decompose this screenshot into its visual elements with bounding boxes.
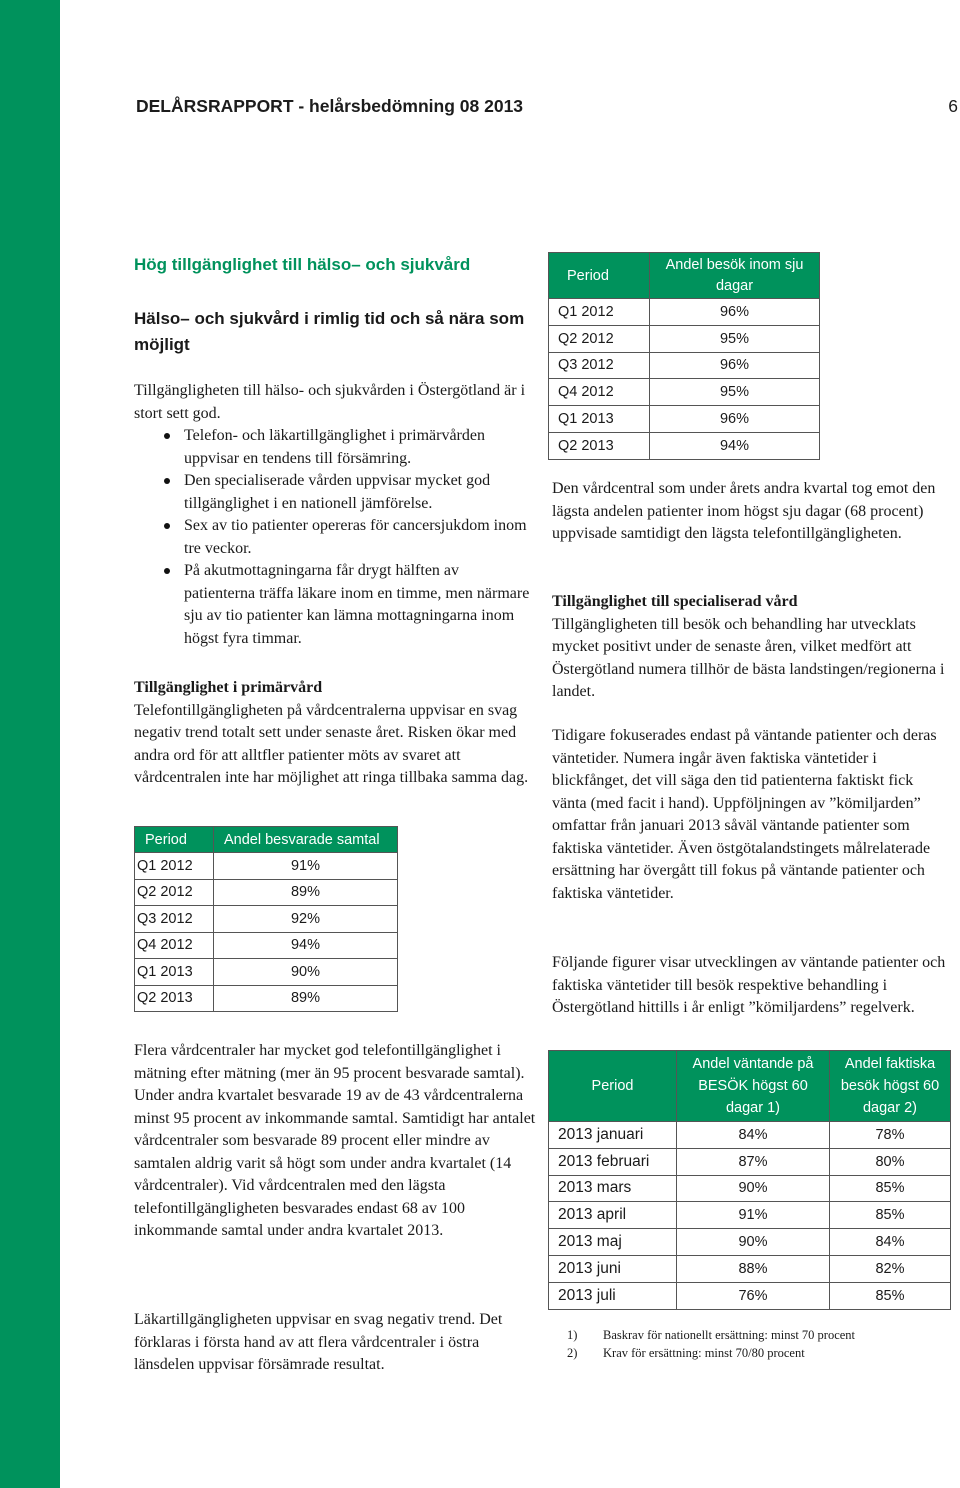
bullet-item: Den specialiserade vården uppvisar mycket god tillgänglighet i en nationell jämförelse. — [134, 470, 534, 515]
table-row: Q2 2012 89% — [135, 879, 398, 906]
right-para-3: Följande figurer visar utvecklingen av väntande patienter och faktiska väntetider till besök respektive behandling i Östergötland hittills i år enligt ”kömiljardens” regelverk. — [552, 954, 946, 1016]
right-para-1: Den vårdcentral som under årets andra kvartal tog emot den lägsta andelen patienter inom högst sju dagar (68 procent) uppvisade samtidigt den lägsta telefontillgängligheten. — [552, 480, 936, 542]
bullet-item: Telefon- och läkartillgänglighet i primärvården uppvisar en tendens till försämring. — [134, 425, 534, 470]
table-row: Q4 2012 95% — [549, 379, 820, 406]
specialist-care-section — [552, 591, 950, 704]
page-number: 6 — [948, 96, 958, 116]
table-row: 2013 maj 90% 84% — [549, 1229, 951, 1256]
table-header-period: Period — [549, 253, 650, 299]
footnote-1: 1) Baskrav för nationellt ersättning: minst 70 procent — [567, 1328, 856, 1342]
left-para-last: Läkartillgängligheten uppvisar en svag negativ trend. Det förklaras i första hand av att flera vårdcentraler i östra länsdelen uppvisar försämrade resultat. — [134, 1311, 503, 1373]
waiting-table — [548, 1050, 951, 1310]
table-row: 2013 mars 90% 85% — [549, 1175, 951, 1202]
table-row: Q2 2013 89% — [135, 985, 398, 1012]
table-row: Q2 2013 94% — [549, 432, 820, 459]
table-header-share: Andel besvarade samtal — [214, 827, 398, 853]
intro-paragraph: Tillgängligheten till hälso- och sjukvården i Östergötland är i stort sett god. — [134, 382, 526, 422]
specialist-care-heading: Tillgänglighet till specialiserad vård — [552, 593, 798, 610]
specialist-care-text: Tillgängligheten till besök och behandling har utvecklats mycket positivt under de senaste åren, vilket medfört att Östergötland numera tillhör de bästa landstingen/regionerna i landet. — [552, 615, 945, 700]
table-row: 2013 juli 76% 85% — [549, 1282, 951, 1309]
table-header-period: Period — [135, 827, 214, 853]
table-row: Q1 2012 91% — [135, 853, 398, 880]
main-heading: Hög tillgänglighet till hälso– och sjukvård — [134, 255, 471, 274]
table-row: 2013 januari 84% 78% — [549, 1122, 951, 1149]
report-title: DELÅRSRAPPORT - helårsbedömning 08 2013 — [136, 96, 524, 116]
table-row: Q1 2012 96% — [549, 299, 820, 326]
left-para-after-table: Flera vårdcentraler har mycket god telefontillgänglighet i mätning efter mätning (mer än 95 procent besvarade samtal). Under andra kvartalet besvarade 19 av de 43 vårdcentralerna minst 95 procent av inkommande samtal. Samtidigt har antalet vårdcentraler som besvarade 89 procent eller mindre av samtalen aldrig varit så högt som under andra kvartalet (14 vårdcentraler). Vid vårdcentralen med den lägsta telefontillgängligheten besvarades endast 68 av 100 inkommande samtal under andra kvartalet 2013. — [134, 1042, 536, 1239]
bullet-list — [134, 425, 534, 650]
table-header-waiting: Andel väntande på BESÖK högst 60 dagar 1) — [677, 1051, 830, 1122]
right-para-2: Tidigare fokuserades endast på väntande patienter och deras väntetider. Numera ingår även faktiska väntetider i blickfånget, det vill säga den tid patienterna faktiskt fick vänta (med facit i hand). Uppföljningen av ”kömiljarden” omfattar från januari 2013 såväl väntande patienter som faktiska väntetider. Även östgötalandstingets målrelaterade ersättning har övergått till fokus på väntande patienter och faktiska väntetider. — [552, 727, 937, 902]
left-intro-block — [134, 380, 534, 650]
footnote-2: 2) Krav för ersättning: minst 70/80 procent — [567, 1346, 805, 1360]
table-row: 2013 april 91% 85% — [549, 1202, 951, 1229]
primary-care-section — [134, 677, 539, 790]
green-sidebar — [0, 0, 60, 1488]
table-header-period: Period — [549, 1051, 677, 1122]
table-header-share: Andel besök inom sju dagar — [650, 253, 820, 299]
table-row: 2013 juni 88% 82% — [549, 1255, 951, 1282]
table-row: Q1 2013 96% — [549, 406, 820, 433]
calls-table — [134, 826, 398, 1012]
table-row: Q4 2012 94% — [135, 932, 398, 959]
sub-heading: Hälso– och sjukvård i rimlig tid och så nära som möjligt — [134, 309, 525, 354]
bullet-item: Sex av tio patienter opereras för cancersjukdom inom tre veckor. — [134, 515, 534, 560]
primary-care-text: Telefontillgängligheten på vårdcentralerna uppvisar en svag negativ trend totalt sett under senaste året. Risken ökar med andra ord för att alltfler patienter möts av svaret att vårdcentralen inte har möjlighet att ringa tillbaka samma dag. — [134, 701, 529, 786]
table-row: Q2 2012 95% — [549, 325, 820, 352]
table-row: Q3 2012 92% — [135, 906, 398, 933]
bullet-item: På akutmottagningarna får drygt hälften av patienterna träffa läkare inom en timme, men närmare sju av tio patienter kan lämna mottagningarna inom högst fyra timmar. — [134, 560, 534, 650]
page-header — [136, 96, 958, 117]
table-header-actual: Andel faktiska besök högst 60 dagar 2) — [830, 1051, 951, 1122]
visits-table — [548, 252, 820, 460]
table-row: Q1 2013 90% — [135, 959, 398, 986]
table-row: 2013 februari 87% 80% — [549, 1148, 951, 1175]
table-row: Q3 2012 96% — [549, 352, 820, 379]
primary-care-heading: Tillgänglighet i primärvård — [134, 679, 323, 696]
